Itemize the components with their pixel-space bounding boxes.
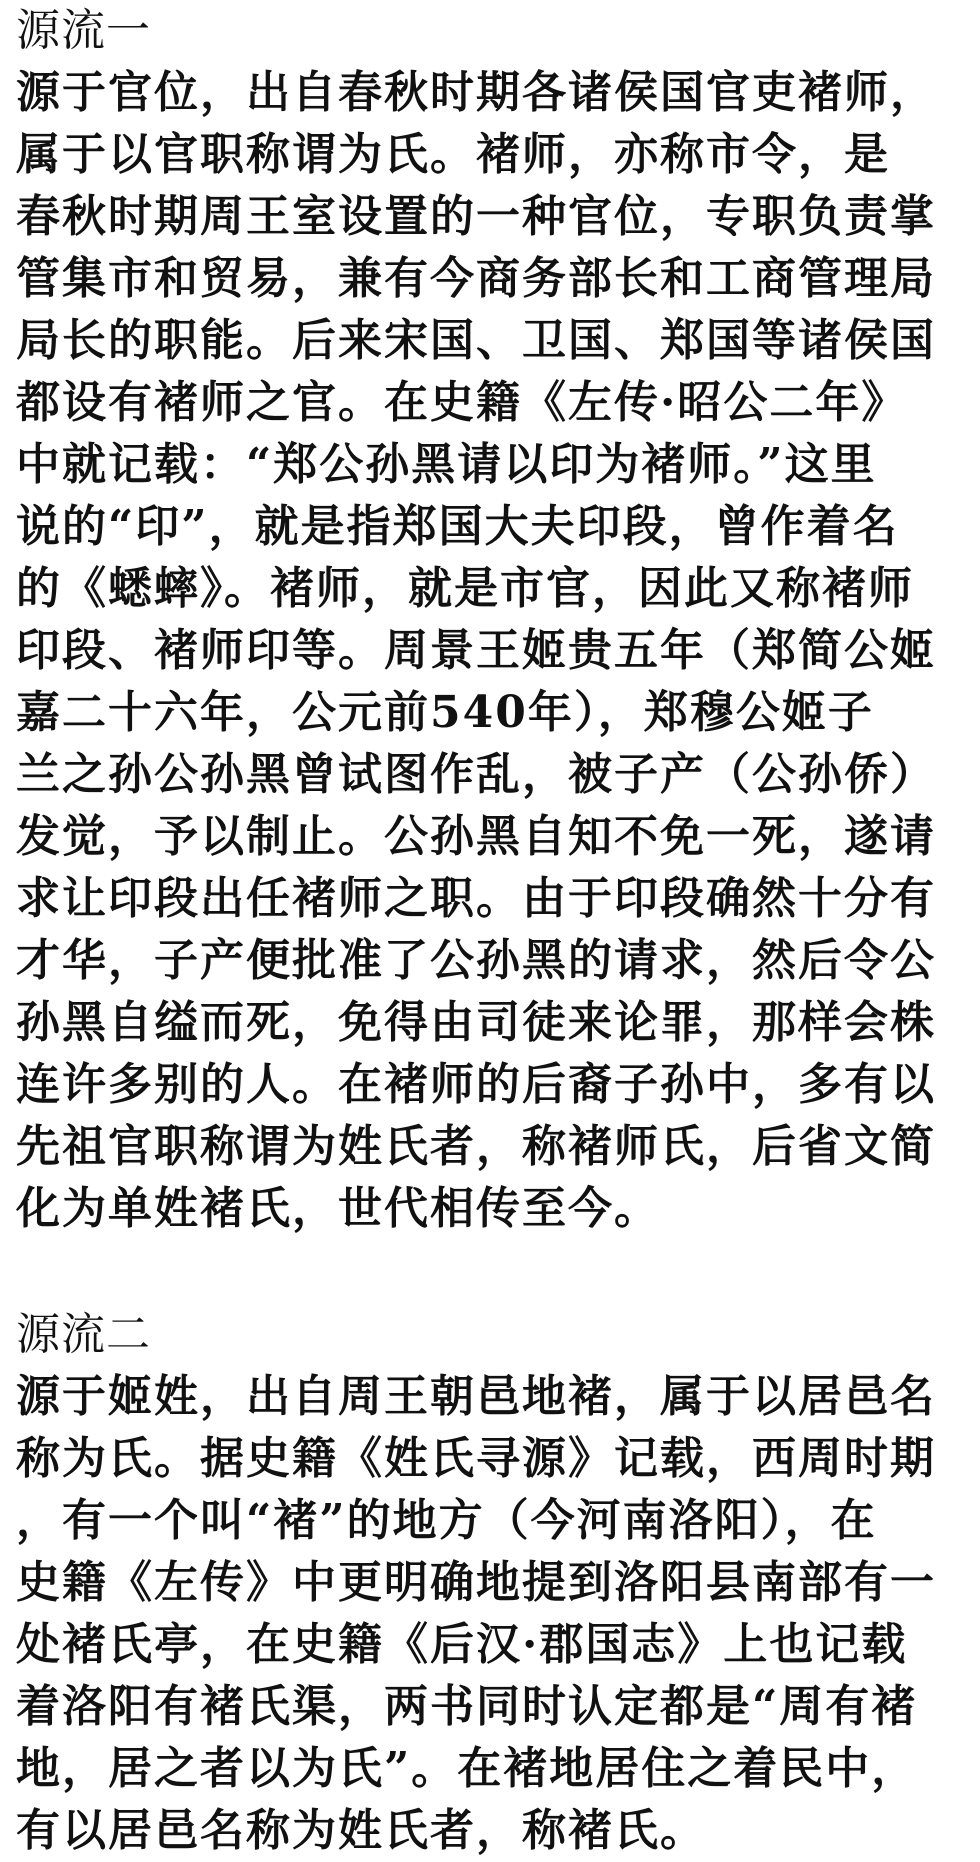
text-line: 中就记载：“郑公孙黑请以印为褚师。”这里 — [16, 439, 877, 490]
text-line: 先祖官职称谓为姓氏者，称褚师氏，后省文简 — [16, 1121, 936, 1172]
text-line: 求让印段出任褚师之职。由于印段确然十分有 — [16, 873, 936, 924]
text-line: 说的“印”，就是指郑国大夫印段，曾作着名 — [16, 501, 899, 552]
text-line: 着洛阳有褚氏渠，两书同时认定都是“周有褚 — [16, 1681, 918, 1732]
text-line: 孙黑自缢而死，免得由司徒来论罪，那样会株 — [16, 997, 936, 1048]
text-line: 化为单姓褚氏，世代相传至今。 — [16, 1183, 660, 1234]
text-line: 史籍《左传》中更明确地提到洛阳县南部有一 — [16, 1557, 936, 1608]
section-heading: 源流二 — [16, 1309, 151, 1360]
text-line: 兰之孙公孙黑曾试图作乱，被子产（公孙侨） — [16, 749, 936, 800]
text-line: 嘉二十六年，公元前540年），郑穆公姬子 — [16, 687, 874, 738]
text-line: 属于以官职称谓为氏。褚师，亦称市令，是 — [16, 129, 890, 180]
section-heading: 源流一 — [16, 5, 151, 56]
text-line: 源于官位，出自春秋时期各诸侯国官吏褚师， — [16, 67, 936, 118]
section-origin-two — [16, 1304, 966, 1862]
section-spacer — [16, 1240, 966, 1304]
text-line: 有以居邑名称为姓氏者，称褚氏。 — [16, 1805, 706, 1856]
text-line: 发觉，予以制止。公孙黑自知不免一死，遂请 — [16, 811, 936, 862]
text-line: 管集市和贸易，兼有今商务部长和工商管理局 — [16, 253, 936, 304]
text-line: ，有一个叫“褚”的地方（今河南洛阳），在 — [16, 1495, 877, 1546]
text-line: 春秋时期周王室设置的一种官位，专职负责掌 — [16, 191, 936, 242]
document-page — [16, 0, 966, 1862]
section-origin-one — [16, 0, 966, 1240]
text-line: 称为氏。据史籍《姓氏寻源》记载，西周时期 — [16, 1433, 936, 1484]
text-line: 局长的职能。后来宋国、卫国、郑国等诸侯国 — [16, 315, 936, 366]
text-line: 源于姬姓，出自周王朝邑地褚，属于以居邑名 — [16, 1371, 936, 1422]
text-line: 才华，子产便批准了公孙黑的请求，然后令公 — [16, 935, 936, 986]
text-line: 地，居之者以为氏”。在褚地居住之着民中， — [16, 1743, 918, 1794]
text-line: 连许多别的人。在褚师的后裔子孙中，多有以 — [16, 1059, 936, 1110]
text-line: 都设有褚师之官。在史籍《左传·昭公二年》 — [16, 377, 908, 428]
text-line: 的《蟋蟀》。褚师，就是市官，因此又称褚师 — [16, 563, 914, 614]
text-line: 处褚氏亭，在史籍《后汉·郡国志》上也记载 — [16, 1619, 908, 1670]
text-line: 印段、褚师印等。周景王姬贵五年（郑简公姬 — [16, 625, 936, 676]
